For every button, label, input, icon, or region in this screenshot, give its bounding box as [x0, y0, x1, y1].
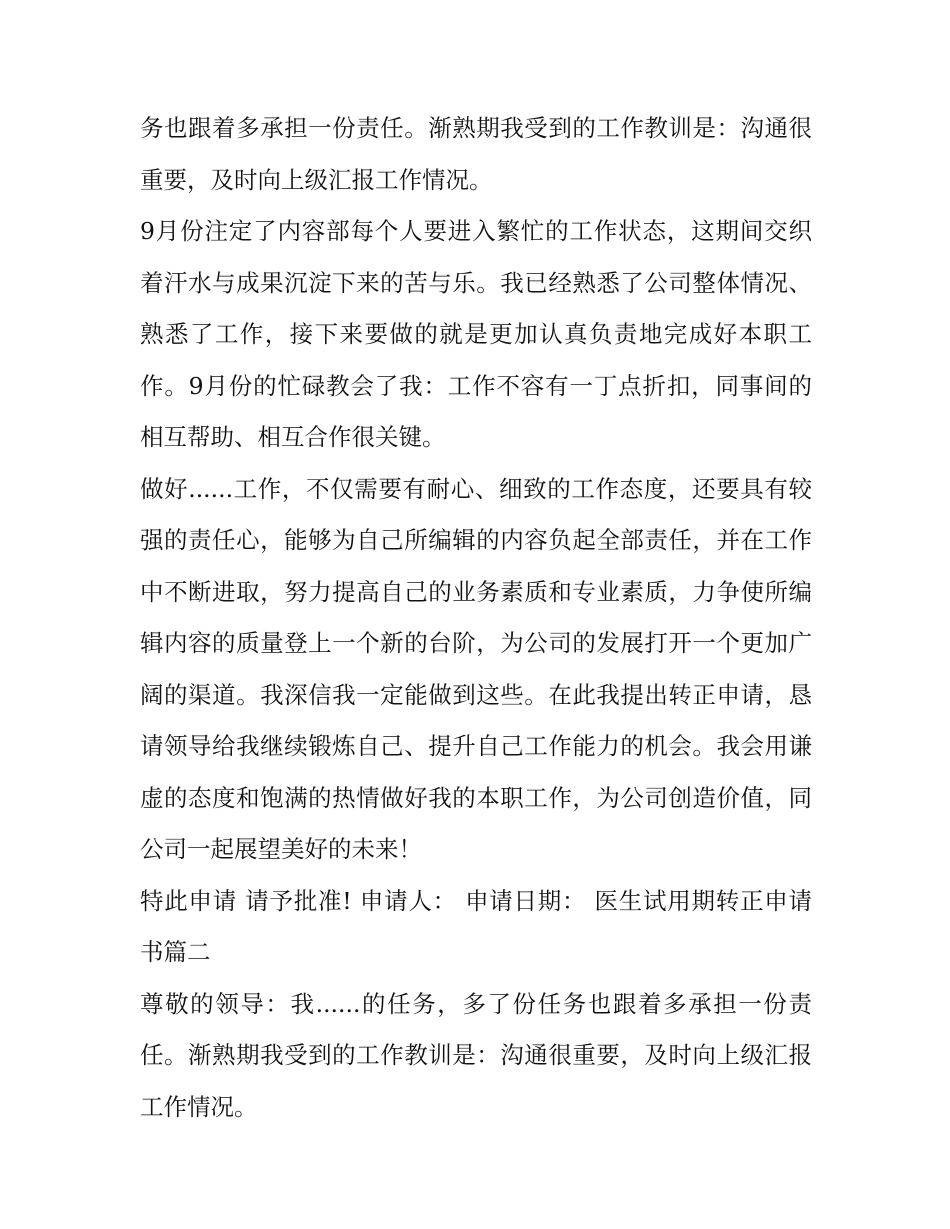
- paragraph-1: 务也跟着多承担一份责任。渐熟期我受到的工作教训是：沟通很重要，及时向上级汇报工作情况。: [140, 114, 812, 194]
- paragraph-4: 特此申请 请予批准! 申请人： 申请日期： 医生试用期转正申请书篇二: [140, 886, 812, 966]
- paragraph-3: 做好......工作，不仅需要有耐心、细致的工作态度，还要具有较强的责任心，能够为自己所编辑的内容负起全部责任，并在工作中不断进取，努力提高自己的业务素质和专业素质，力争使所编辑内容的质量登上一个新的台阶，为公司的发展打开一个更加广阔的渠道。我深信我一定能做到这些。在此我提出转正申请，恳请领导给我继续锻炼自己、提升自己工作能力的机会。我会用谦虚的态度和饱满的热情做好我的本职工作，为公司创造价值，同公司一起展望美好的未来！: [140, 474, 812, 863]
- document-body: [140, 103, 812, 1133]
- paragraph-5: 尊敬的领导：我......的任务，多了份任务也跟着多承担一份责任。渐熟期我受到的工作教训是：沟通很重要，及时向上级汇报工作情况。: [140, 989, 812, 1121]
- paragraph-2: 9月份注定了内容部每个人要进入繁忙的工作状态，这期间交织着汗水与成果沉淀下来的苦与乐。我已经熟悉了公司整体情况、熟悉了工作，接下来要做的就是更加认真负责地完成好本职工作。9月份的忙碌教会了我：工作不容有一丁点折扣，同事间的相互帮助、相互合作很关键。: [140, 217, 812, 451]
